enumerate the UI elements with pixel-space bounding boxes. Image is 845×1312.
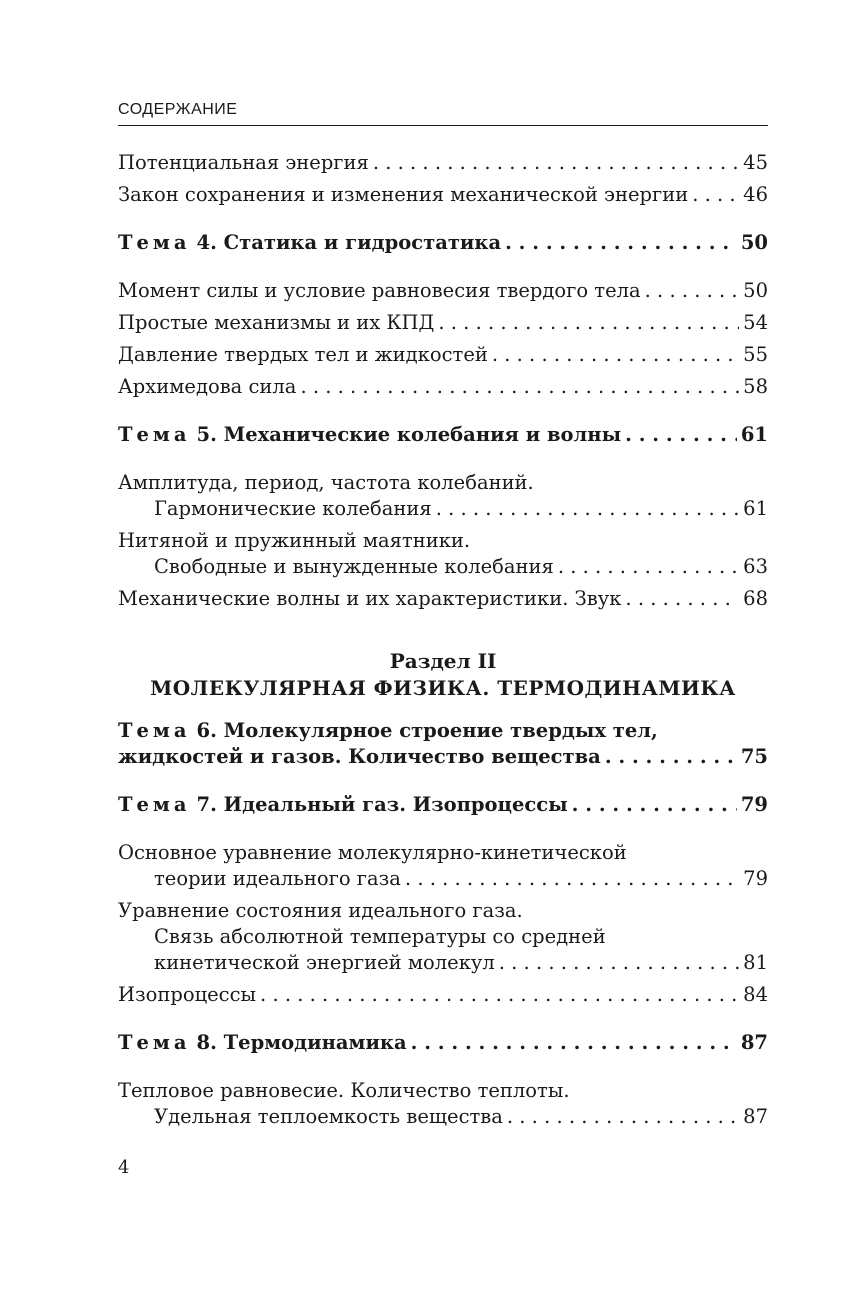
toc-topic <box>118 1030 768 1056</box>
toc-topic <box>118 792 768 818</box>
toc-line <box>118 470 768 496</box>
toc-text: Удельная теплоемкость вещества <box>154 1105 503 1128</box>
dot-leader <box>572 792 737 818</box>
toc-text: Момент силы и условие равновесия твердого тела <box>118 279 641 302</box>
toc-entry <box>118 150 768 176</box>
dot-leader <box>300 374 739 400</box>
topic-word: Тема <box>118 1031 191 1054</box>
toc-line <box>118 496 768 522</box>
toc-line <box>118 866 768 892</box>
dot-leader <box>492 342 739 368</box>
page-number: 4 <box>118 1157 130 1178</box>
toc-page-number: 55 <box>743 343 768 366</box>
toc-entry <box>118 898 768 976</box>
toc-page-number: 46 <box>743 183 768 206</box>
toc-text: Тепловое равновесие. Количество теплоты. <box>118 1079 570 1102</box>
toc-text: Нитяной и пружинный маятники. <box>118 529 471 552</box>
toc-line <box>118 1104 768 1130</box>
dot-leader <box>625 586 739 612</box>
toc-topic <box>118 422 768 448</box>
toc-line <box>118 950 768 976</box>
toc-line <box>118 744 768 770</box>
toc-text: Давление твердых тел и жидкостей <box>118 343 488 366</box>
toc-page-number: 45 <box>743 151 768 174</box>
toc-text: 7. Идеальный газ. Изопроцессы <box>196 793 568 816</box>
toc-line <box>118 840 768 866</box>
section-label: Раздел II <box>389 649 497 673</box>
topic-word: Тема <box>118 793 191 816</box>
toc-text: Уравнение состояния идеального газа. <box>118 899 523 922</box>
toc-text: Закон сохранения и изменения механической энергии <box>118 183 689 206</box>
toc-text: жидкостей и газов. Количество вещества <box>118 745 601 768</box>
toc-topic <box>118 718 768 770</box>
toc-page-number: 54 <box>743 311 768 334</box>
dot-leader <box>605 744 737 770</box>
dot-leader <box>625 422 737 448</box>
dot-leader <box>507 1104 739 1130</box>
toc-text: Свободные и вынужденные колебания <box>154 555 554 578</box>
toc-line <box>118 1030 768 1056</box>
dot-leader <box>692 182 739 208</box>
toc-entry <box>118 1078 768 1130</box>
toc-page-number: 79 <box>743 867 768 890</box>
toc-text: Архимедова сила <box>118 375 297 398</box>
toc-text: Основное уравнение молекулярно-кинетической <box>118 841 627 864</box>
toc-line <box>118 422 768 448</box>
toc-page-number: 81 <box>743 951 768 974</box>
toc-text: 8. Термодинамика <box>196 1031 407 1054</box>
dot-leader <box>645 278 740 304</box>
dot-leader <box>411 1030 737 1056</box>
toc-bottom-list <box>118 718 768 1130</box>
section-heading <box>118 648 768 702</box>
toc-page-number: 84 <box>743 983 768 1006</box>
toc-line <box>118 982 768 1008</box>
toc-line <box>118 342 768 368</box>
dot-leader <box>373 150 739 176</box>
toc-text: 6. Молекулярное строение твердых тел, <box>196 719 658 742</box>
toc-line <box>118 278 768 304</box>
toc-text: Амплитуда, период, частота колебаний. <box>118 471 534 494</box>
dot-leader <box>499 950 739 976</box>
toc-text: 4. Статика и гидростатика <box>196 231 502 254</box>
toc-entry <box>118 374 768 400</box>
toc-line <box>118 150 768 176</box>
toc-line <box>118 898 768 924</box>
toc-line <box>118 1078 768 1104</box>
toc-line <box>118 528 768 554</box>
topic-word: Тема <box>118 423 191 446</box>
toc-text: Потенциальная энергия <box>118 151 369 174</box>
toc-text: Гармонические колебания <box>154 497 432 520</box>
toc-page-number: 79 <box>740 793 768 816</box>
toc-page-number: 61 <box>740 423 768 446</box>
toc-text: 5. Механические колебания и волны <box>196 423 622 446</box>
toc-entry <box>118 470 768 522</box>
toc-line <box>118 182 768 208</box>
toc-line <box>118 310 768 336</box>
toc-text: Связь абсолютной температуры со средней <box>154 925 606 948</box>
toc-topic <box>118 230 768 256</box>
toc-line <box>118 230 768 256</box>
dot-leader <box>505 230 737 256</box>
toc-text: Механические волны и их характеристики. Звук <box>118 587 622 610</box>
toc-line <box>118 586 768 612</box>
toc-line <box>118 374 768 400</box>
toc-page-number: 50 <box>743 279 768 302</box>
toc-text: Изопроцессы <box>118 983 257 1006</box>
dot-leader <box>405 866 739 892</box>
toc-entry <box>118 982 768 1008</box>
toc-text: кинетической энергией молекул <box>154 951 495 974</box>
dot-leader <box>438 310 739 336</box>
toc-entry <box>118 310 768 336</box>
dot-leader <box>260 982 739 1008</box>
toc-page-number: 50 <box>740 231 768 254</box>
dot-leader <box>558 554 739 580</box>
toc-entry <box>118 840 768 892</box>
toc-page-number: 68 <box>743 587 768 610</box>
toc-page-number: 87 <box>743 1105 768 1128</box>
toc-text: Простые механизмы и их КПД <box>118 311 435 334</box>
toc-line <box>118 792 768 818</box>
running-header: СОДЕРЖАНИЕ <box>118 101 768 126</box>
toc-page-number: 75 <box>740 745 768 768</box>
toc-line <box>118 924 768 950</box>
toc-entry <box>118 528 768 580</box>
section-title: МОЛЕКУЛЯРНАЯ ФИЗИКА. ТЕРМОДИНАМИКА <box>150 676 736 700</box>
toc-top-list <box>118 150 768 612</box>
dot-leader <box>436 496 739 522</box>
topic-word: Тема <box>118 719 191 742</box>
toc-text: теории идеального газа <box>154 867 401 890</box>
table-of-contents <box>118 150 768 1136</box>
toc-entry <box>118 278 768 304</box>
toc-entry <box>118 586 768 612</box>
toc-page-number: 61 <box>743 497 768 520</box>
toc-entry <box>118 182 768 208</box>
toc-page-number: 58 <box>743 375 768 398</box>
toc-page-number: 63 <box>743 555 768 578</box>
toc-entry <box>118 342 768 368</box>
toc-line <box>118 554 768 580</box>
topic-word: Тема <box>118 231 191 254</box>
toc-line <box>118 718 768 744</box>
toc-page-number: 87 <box>740 1031 768 1054</box>
